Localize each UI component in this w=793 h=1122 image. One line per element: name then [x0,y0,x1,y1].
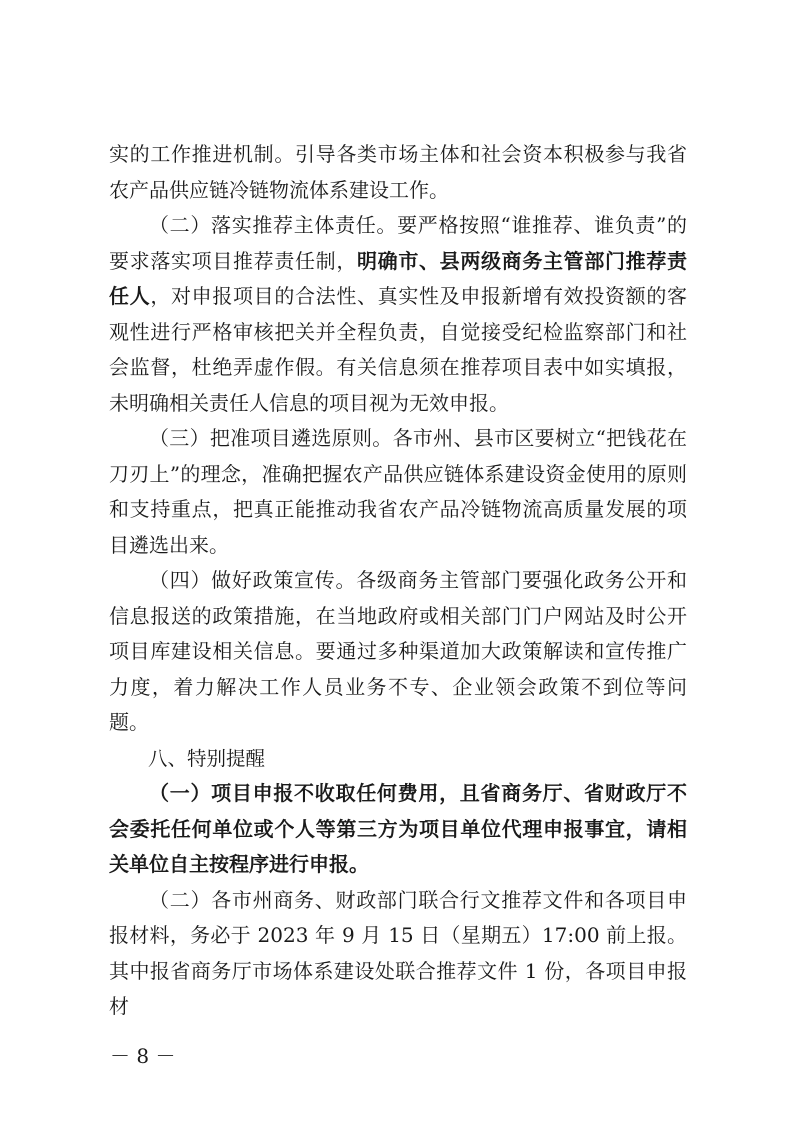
paragraph-responsibility [109,208,687,421]
paragraph-submission-deadline: （二）各市州商务、财政部门联合行文推荐文件和各项目申报材料，务必于 2023 年 9 月 15 日（星期五）17:00 前上报。其中报省商务厅市场体系建设处联合推荐文件 1 份，各项目申报材 [109,887,687,1018]
paragraph-selection-principle: （三）把准项目遴选原则。各市州、县市区要树立“把钱花在刀刃上”的理念，准确把握农产品供应链体系建设资金使用的原则和支持重点，把真正能推动我省农产品冷链物流高质量发展的项目遴选出来。 [109,426,687,557]
paragraph-no-fees-notice: （一）项目申报不收取任何费用，且省商务厅、省财政厅不会委托任何单位或个人等第三方为项目单位代理申报事宜，请相关单位自主按程序进行申报。 [109,781,687,876]
section-heading-special-reminder: 八、特别提醒 [148,746,266,770]
paragraph-responsibility-lead: （二）落实推荐主体责任。要严格按照“谁推荐、谁负责”的要求落实项目推荐责任制， [109,213,687,273]
body-text [109,137,687,1025]
page-number: － 8 － [110,1044,176,1068]
paragraph-continuation: 实的工作推进机制。引导各类市场主体和社会资本积极参与我省农产品供应链冷链物流体系建设工作。 [109,142,687,202]
paragraph-responsibility-bold: 明确市、县两级商务主管部门推荐责任人 [109,248,687,308]
paragraph-policy-publicity: （四）做好政策宣传。各级商务主管部门要强化政务公开和信息报送的政策措施，在当地政府或相关部门门户网站及时公开项目库建设相关信息。要通过多种渠道加大政策解读和宣传推广力度，着力解决工作人员业务不专、企业领会政策不到位等问题。 [109,568,687,734]
paragraph-responsibility-tail: ，对申报项目的合法性、真实性及申报新增有效投资额的客观性进行严格审核把关并全程负责，自觉接受纪检监察部门和社会监督，杜绝弄虚作假。有关信息须在推荐项目表中如实填报，未明确相关责任人信息的项目视为无效申报。 [109,284,688,415]
